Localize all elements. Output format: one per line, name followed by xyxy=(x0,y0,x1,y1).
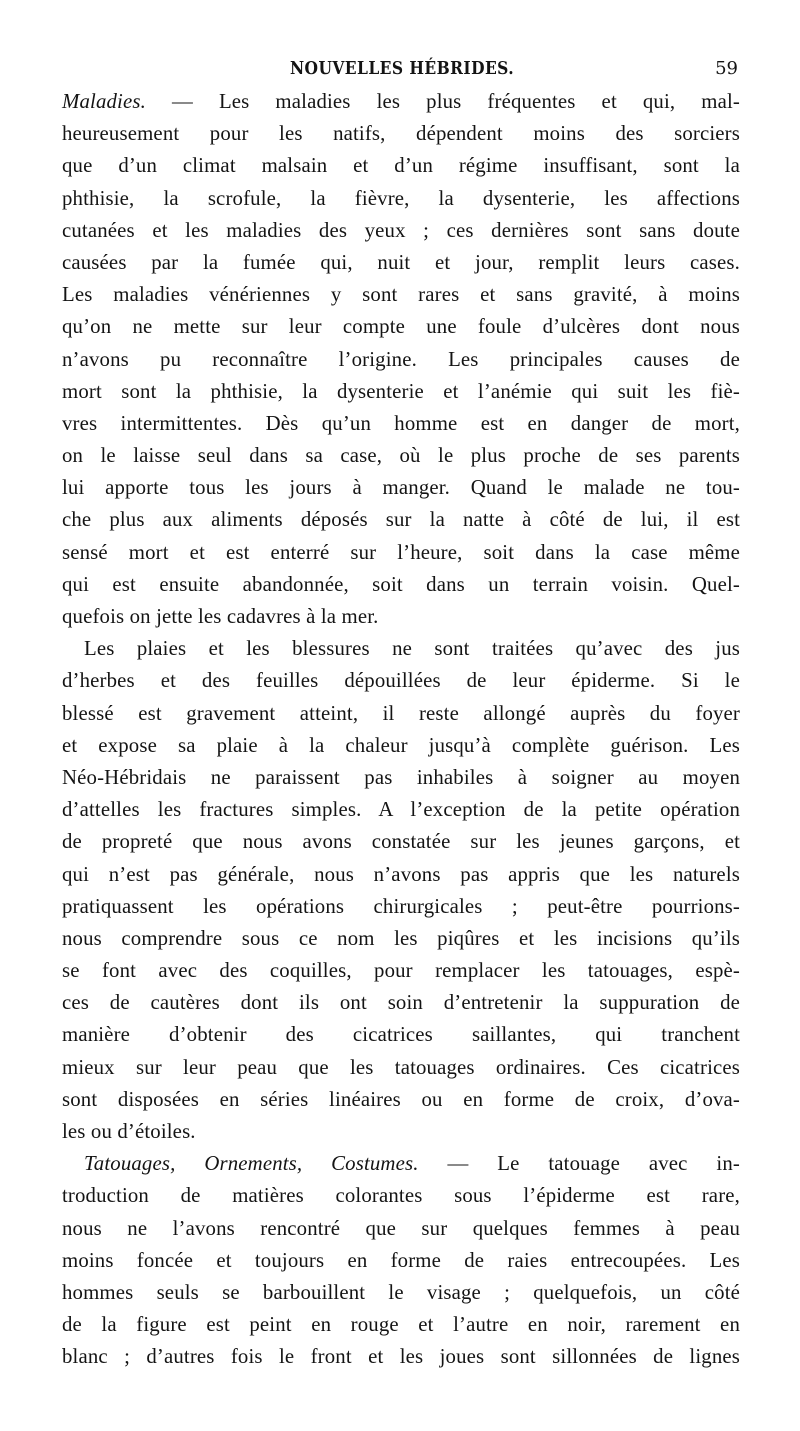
text-run: et expose sa plaie à la chaleur jusqu’à complète guérison. Les xyxy=(62,733,740,757)
text-run: moins foncée et toujours en forme de raies entrecoupées. Les xyxy=(62,1248,740,1272)
italic-heading: Tatouages, Ornements, Costumes. xyxy=(84,1152,419,1176)
text-line xyxy=(62,408,740,440)
text-line xyxy=(62,923,740,955)
text-line xyxy=(62,1116,740,1148)
text-line xyxy=(62,344,740,376)
italic-heading: Maladies. xyxy=(62,90,146,113)
text-line xyxy=(62,1084,740,1116)
text-run: quefois on jette les cadavres à la mer. xyxy=(62,605,379,628)
text-line xyxy=(62,1180,740,1212)
text-line xyxy=(62,762,740,794)
text-line xyxy=(62,472,740,504)
text-run: nous comprendre sous ce nom les piqûres et les incisions qu’ils xyxy=(62,926,740,950)
text-run: troduction de matières colorantes sous l’épiderme est rare, xyxy=(62,1184,740,1208)
text-run: qui est ensuite abandonnée, soit dans un terrain voisin. Quel- xyxy=(62,572,740,596)
text-run: mort sont la phthisie, la dysenterie et l’anémie qui suit les fiè- xyxy=(62,379,740,403)
text-line xyxy=(62,1213,740,1245)
text-run: ces de cautères dont ils ont soin d’entretenir la suppuration de xyxy=(62,991,740,1015)
text-run: hommes seuls se barbouillent le visage ; quelquefois, un côté xyxy=(62,1280,740,1304)
running-title: NOUVELLES HÉBRIDES. xyxy=(289,58,515,79)
text-line xyxy=(62,1148,740,1180)
text-line xyxy=(62,826,740,858)
text-line xyxy=(62,891,740,923)
text-line xyxy=(62,1052,740,1084)
text-run: blessé est gravement atteint, il reste allongé auprès du foyer xyxy=(62,701,740,725)
text-line xyxy=(62,633,740,665)
text-line xyxy=(62,569,740,601)
text-run: on le laisse seul dans sa case, où le plus proche de ses parents xyxy=(62,444,740,468)
text-run: cutanées et les maladies des yeux ; ces dernières sont sans doute xyxy=(62,218,740,242)
text-line xyxy=(62,730,740,762)
text-run: qui n’est pas générale, nous n’avons pas appris que les naturels xyxy=(62,862,740,886)
text-line xyxy=(62,279,740,311)
text-run: d’herbes et des feuilles dépouillées de leur épiderme. Si le xyxy=(62,669,740,693)
text-line xyxy=(62,504,740,536)
text-run: nous ne l’avons rencontré que sur quelques femmes à peau xyxy=(62,1216,740,1240)
text-line xyxy=(62,1245,740,1277)
text-run: sont disposées en séries linéaires ou en forme de croix, d’ova- xyxy=(62,1087,740,1111)
text-line xyxy=(62,86,740,118)
text-line xyxy=(62,183,740,215)
text-line xyxy=(62,118,740,150)
running-head xyxy=(64,58,740,82)
text-run: pratiquassent les opérations chirurgicales ; peut-être pourrions- xyxy=(62,894,740,918)
text-run: phthisie, la scrofule, la fièvre, la dysenterie, les affections xyxy=(62,186,740,210)
text-run: blanc ; d’autres fois le front et les joues sont sillonnées de lignes xyxy=(62,1345,740,1369)
text-run: de propreté que nous avons constatée sur les jeunes garçons, et xyxy=(62,830,740,854)
text-run: d’attelles les fractures simples. A l’exception de la petite opération xyxy=(62,798,740,822)
text-run: manière d’obtenir des cicatrices saillantes, qui tranchent xyxy=(62,1023,740,1047)
text-line xyxy=(62,794,740,826)
text-line xyxy=(62,665,740,697)
text-line xyxy=(62,1277,740,1309)
text-run: lui apporte tous les jours à manger. Quand le malade ne tou- xyxy=(62,476,740,500)
text-run: qu’on ne mette sur leur compte une foule d’ulcères dont nous xyxy=(62,315,740,339)
text-run: n’avons pu reconnaître l’origine. Les principales causes de xyxy=(62,347,740,371)
text-run: causées par la fumée qui, nuit et jour, remplit leurs cases. xyxy=(62,250,740,274)
text-line xyxy=(62,1341,740,1373)
page-number: 59 xyxy=(715,58,738,79)
text-run: mieux sur leur peau que les tatouages ordinaires. Ces cicatrices xyxy=(62,1055,740,1079)
body-text xyxy=(62,86,740,1374)
text-run: les ou d’étoiles. xyxy=(62,1120,196,1143)
text-line xyxy=(62,150,740,182)
text-line xyxy=(62,440,740,472)
text-run: sensé mort et est enterré sur l’heure, soit dans la case même xyxy=(62,540,740,564)
text-line xyxy=(62,698,740,730)
text-line xyxy=(62,1019,740,1051)
text-line xyxy=(62,215,740,247)
text-run: de la figure est peint en rouge et l’autre en noir, rarement en xyxy=(62,1313,740,1337)
text-line xyxy=(62,601,740,633)
text-run: que d’un climat malsain et d’un régime insuffisant, sont la xyxy=(62,154,740,178)
text-run: che plus aux aliments déposés sur la natte à côté de lui, il est xyxy=(62,508,740,532)
text-line xyxy=(62,311,740,343)
text-run: heureusement pour les natifs, dépendent moins des sorciers xyxy=(62,122,740,146)
text-line xyxy=(62,1309,740,1341)
text-line xyxy=(62,987,740,1019)
text-run: — Le tatouage avec in- xyxy=(418,1152,740,1176)
text-line xyxy=(62,537,740,569)
text-line xyxy=(62,247,740,279)
text-run: Néo-Hébridais ne paraissent pas inhabiles à soigner au moyen xyxy=(62,765,740,789)
text-run: — Les maladies les plus fréquentes et qui, mal- xyxy=(145,90,740,113)
text-run: se font avec des coquilles, pour remplacer les tatouages, espè- xyxy=(62,959,740,983)
text-run: Les maladies vénériennes y sont rares et sans gravité, à moins xyxy=(62,283,740,307)
text-line xyxy=(62,376,740,408)
text-run: Les plaies et les blessures ne sont traitées qu’avec des jus xyxy=(84,637,740,661)
text-line xyxy=(62,859,740,891)
text-run: vres intermittentes. Dès qu’un homme est en danger de mort, xyxy=(62,411,740,435)
text-line xyxy=(62,955,740,987)
